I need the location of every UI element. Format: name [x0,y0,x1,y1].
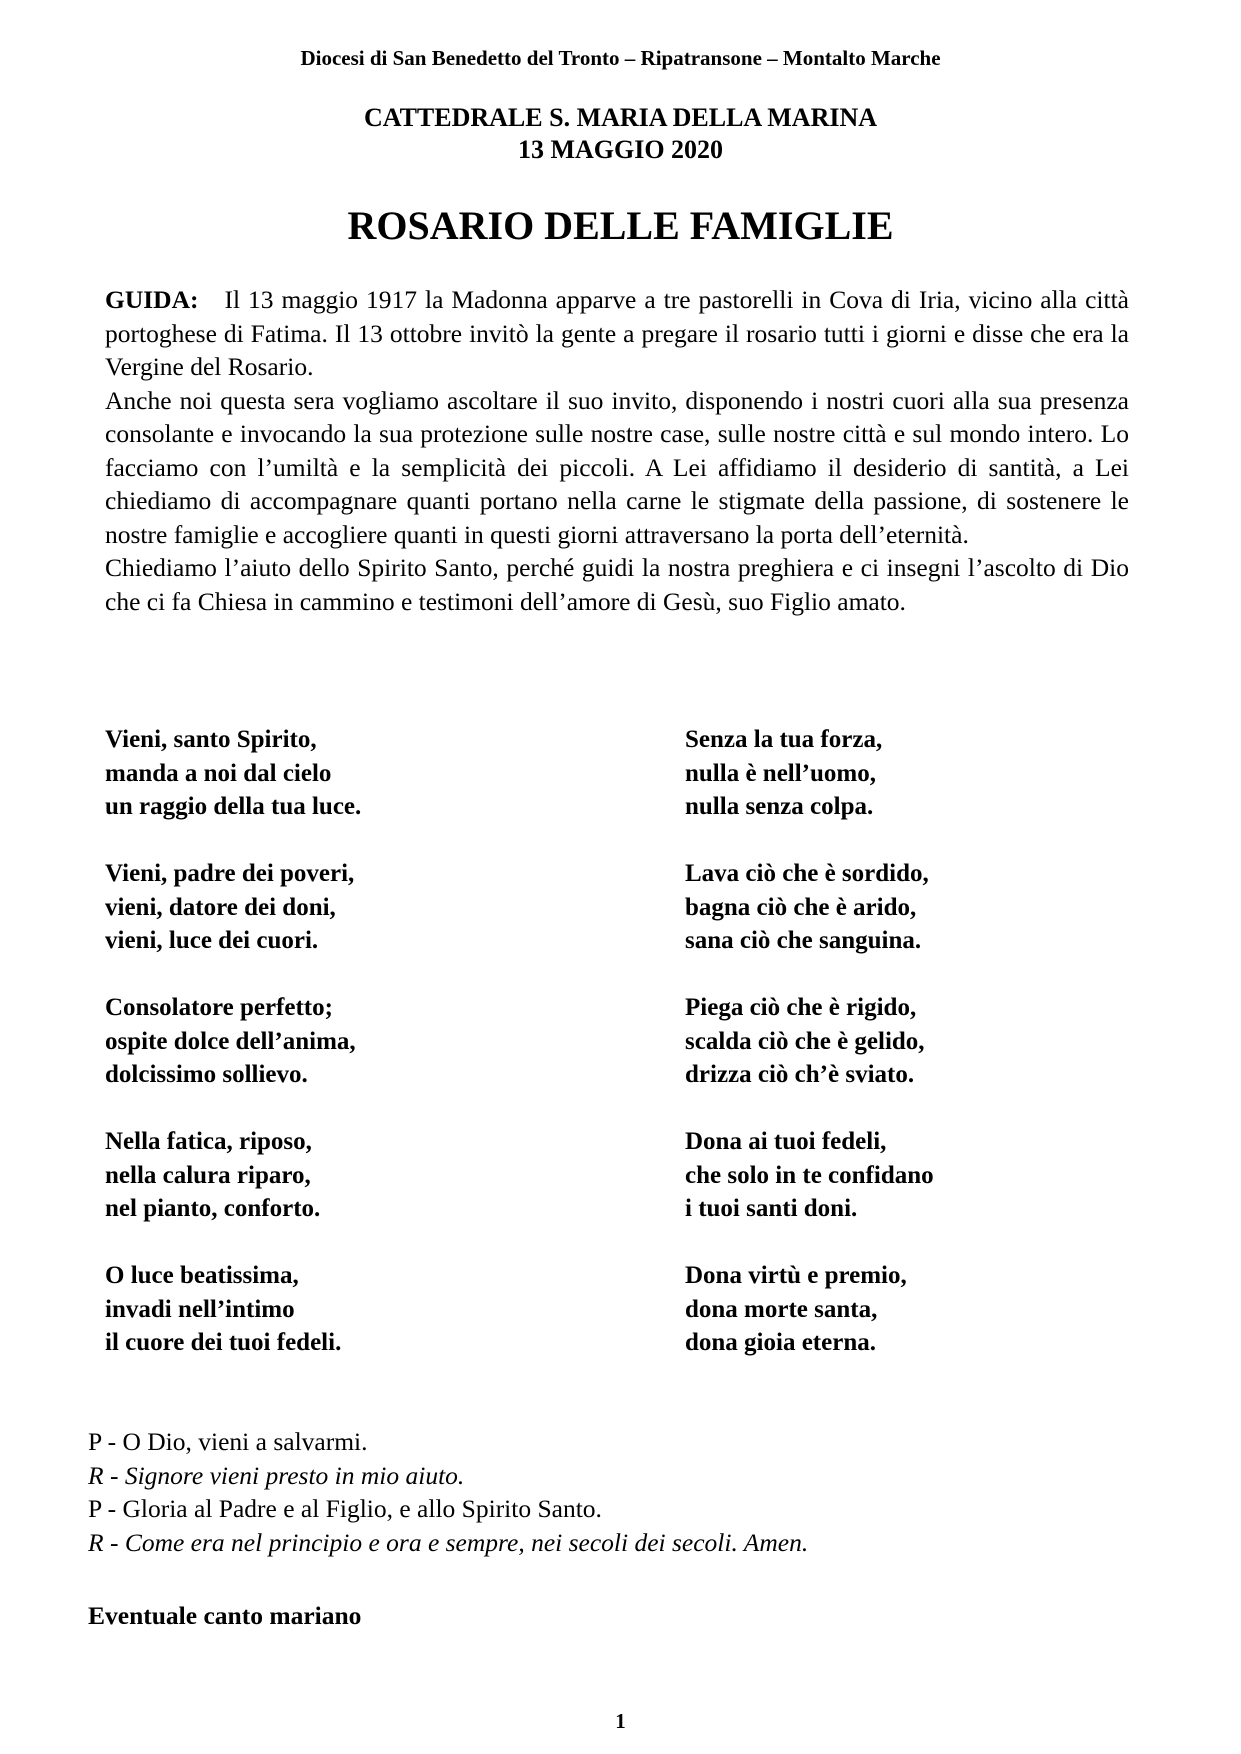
stanza [105,857,361,958]
verse-line: nel pianto, conforto. [105,1195,321,1222]
stanza [105,723,361,824]
verse-line: scalda ciò che è gelido, [685,1027,925,1055]
stanza [685,991,934,1092]
verse-line: O luce beatissima, [105,1262,299,1289]
stanza [105,991,361,1092]
verse-line: il cuore dei tuoi fedeli. [105,1329,342,1356]
stanza [685,723,934,824]
event-date: 13 MAGGIO 2020 [517,135,724,164]
stanza [685,1259,934,1360]
verse-line: che solo in te confidano [685,1161,934,1189]
page-number: 1 [615,1709,626,1733]
verse-line: Nella fatica, riposo, [105,1128,312,1155]
verse-line: drizza ciò ch’è sviato. [685,1061,915,1088]
verse-line: dona gioia eterna. [685,1329,876,1356]
responses-section [88,1425,1148,1559]
verse-line: dona morte santa, [685,1295,878,1323]
hymn-column-left [105,723,361,1393]
verse-line: Vieni, padre dei poveri, [105,860,355,887]
verse-line: Lava ciò che è sordido, [685,860,929,887]
closing-note: Eventuale canto mariano [88,1601,362,1630]
intro-section [105,283,1129,618]
verse-line: nulla è nell’uomo, [685,759,876,787]
verse-line: dolcissimo sollievo. [105,1061,308,1088]
priest-line: P - Gloria al Padre e al Figlio, e allo Spirito Santo. [88,1494,602,1523]
verse-line: Vieni, santo Spirito, [105,726,317,753]
stanza [105,1259,361,1360]
cathedral-name: CATTEDRALE S. MARIA DELLA MARINA [363,103,878,132]
verse-line: ospite dolce dell’anima, [105,1027,356,1055]
stanza [105,1125,361,1226]
diocese-header: Diocesi di San Benedetto del Tronto – Ripatransone – Montalto Marche [300,46,941,70]
intro-paragraph: Anche noi questa sera vogliamo ascoltare il suo invito, disponendo i nostri cuori alla sua presenza consolante e invocando la sua protezione sulle nostre case, sulle nostre città e sul mondo intero. Lo facciamo con l’umiltà e la semplicità dei piccoli. A Lei affidiamo il desiderio di santità, a Lei chiediamo di accompagnare quanti portano nella carne le stigmate della passione, di sostenere le nostre famiglie e accogliere quanti in questi giorni attraversano la porta dell’eternità. [105,385,1129,549]
verse-line: i tuoi santi doni. [685,1195,858,1222]
response-line: R - Signore vieni presto in mio aiuto. [88,1460,465,1490]
verse-line: vieni, datore dei doni, [105,893,336,921]
verse-line: invadi nell’intimo [105,1295,295,1323]
intro-paragraph-text: Il 13 maggio 1917 la Madonna apparve a tre pastorelli in Cova di Iria, vicino alla città portoghese di Fatima. Il 13 ottobre invitò la gente a pregare il rosario tutti i giorni e disse che era la Vergine del Rosario. [105,285,1129,381]
verse-line: Piega ciò che è rigido, [685,994,917,1021]
verse-line: vieni, luce dei cuori. [105,927,319,954]
verse-line: Dona virtù e premio, [685,1262,907,1289]
response-line: R - Come era nel principio e ora e sempre, nei secoli dei secoli. Amen. [88,1527,809,1557]
verse-line: sana ciò che sanguina. [685,927,922,954]
verse-line: nulla senza colpa. [685,793,874,820]
guida-label: GUIDA: [105,285,199,314]
page-title: ROSARIO DELLE FAMIGLIE [347,203,894,248]
cathedral-heading [0,102,1241,166]
stanza [685,1125,934,1226]
verse-line: un raggio della tua luce. [105,793,362,820]
intro-paragraph [105,283,1129,384]
verse-line: nella calura riparo, [105,1161,311,1189]
verse-line: Dona ai tuoi fedeli, [685,1128,887,1155]
priest-line: P - O Dio, vieni a salvarmi. [88,1427,368,1456]
hymn-column-right [685,723,934,1393]
intro-paragraph: Chiediamo l’aiuto dello Spirito Santo, perché guidi la nostra preghiera e ci insegni l’ascolto di Dio che ci fa Chiesa in cammino e testimoni dell’amore di Gesù, suo Figlio amato. [105,553,1129,616]
stanza [685,857,934,958]
verse-line: manda a noi dal cielo [105,759,332,787]
verse-line: Consolatore perfetto; [105,994,333,1021]
verse-line: bagna ciò che è arido, [685,893,917,921]
verse-line: Senza la tua forza, [685,726,883,753]
